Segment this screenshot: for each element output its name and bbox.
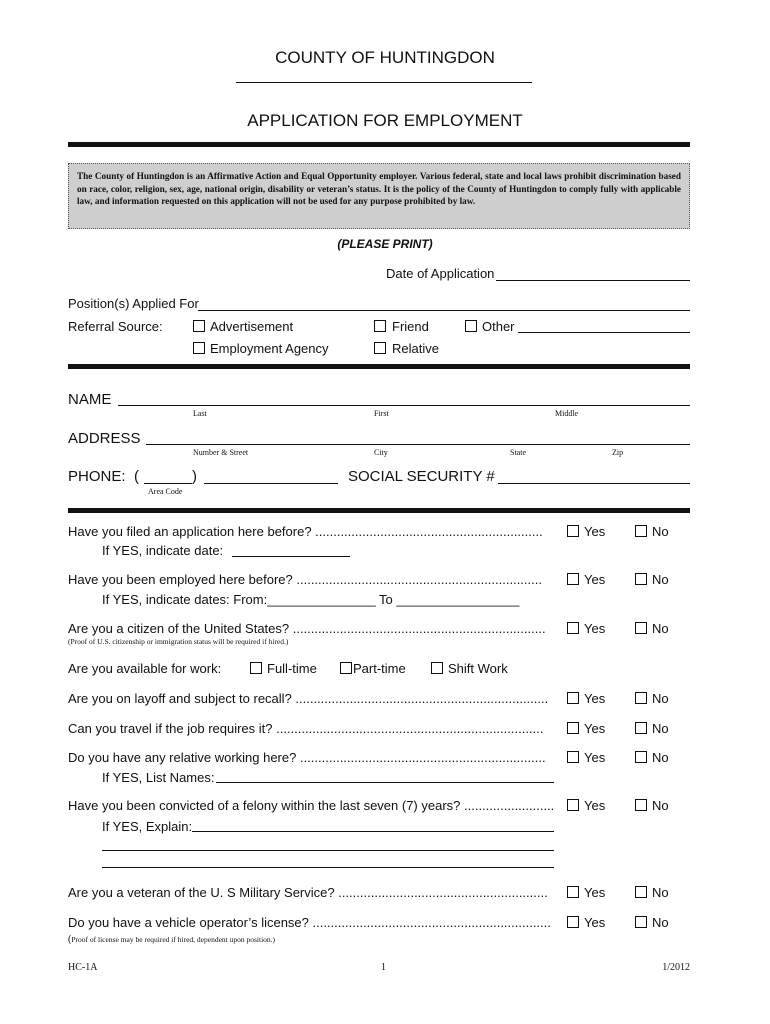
no-label: No xyxy=(652,621,669,636)
relative-label: Relative xyxy=(392,341,439,356)
yes-label: Yes xyxy=(584,691,606,706)
yes-label: Yes xyxy=(584,572,606,587)
full-time-checkbox[interactable] xyxy=(250,662,262,674)
date-of-application-label: Date of Application xyxy=(386,266,495,281)
name-last-caption: Last xyxy=(193,409,207,418)
q-citizen-yes-checkbox[interactable] xyxy=(567,622,579,634)
part-time-checkbox[interactable] xyxy=(340,662,352,674)
q-filed-before-no-checkbox[interactable] xyxy=(635,525,647,537)
q-veteran-no-checkbox[interactable] xyxy=(635,886,647,898)
q-license-yes-checkbox[interactable] xyxy=(567,916,579,928)
q-employed-before-no-checkbox[interactable] xyxy=(635,573,647,585)
section-rule xyxy=(68,364,690,369)
q-layoff-yes-checkbox[interactable] xyxy=(567,692,579,704)
yes-label: Yes xyxy=(584,885,606,900)
q-license-note xyxy=(68,934,275,945)
name-field[interactable] xyxy=(118,405,690,406)
header-rule xyxy=(68,142,690,147)
address-street-caption: Number & Street xyxy=(193,448,249,457)
no-label: No xyxy=(652,750,669,765)
q-citizen-no-checkbox[interactable] xyxy=(635,622,647,634)
no-label: No xyxy=(652,885,669,900)
q-license-note-text: Proof of license may be required if hired, dependent upon position.) xyxy=(71,935,276,944)
page-number: 1 xyxy=(381,962,386,973)
advertisement-label: Advertisement xyxy=(210,319,294,334)
yes-label: Yes xyxy=(584,798,606,813)
q-travel-no-checkbox[interactable] xyxy=(635,722,647,734)
name-label: NAME xyxy=(68,391,112,408)
q-filed-before-date-field[interactable] xyxy=(232,556,350,557)
friend-checkbox[interactable] xyxy=(374,320,386,332)
full-time-label: Full-time xyxy=(267,661,317,676)
q-relative: Do you have any relative working here? .................................................................... xyxy=(68,750,546,765)
q-relative-yes-checkbox[interactable] xyxy=(567,751,579,763)
q-employed-before-yes-checkbox[interactable] xyxy=(567,573,579,585)
questions-rule xyxy=(68,508,690,513)
q-veteran-yes-checkbox[interactable] xyxy=(567,886,579,898)
q-filed-before: Have you filed an application here before? ............................................................... xyxy=(68,524,543,539)
area-code-close: ) xyxy=(192,468,197,485)
q-citizen-note: (Proof of U.S. citizenship or immigration status will be required if hired.) xyxy=(68,637,289,646)
ssn-label: SOCIAL SECURITY # xyxy=(348,468,495,485)
q-relative-names-field[interactable] xyxy=(216,782,554,783)
name-middle-caption: Middle xyxy=(555,409,579,418)
friend-label: Friend xyxy=(392,319,429,334)
phone-label: PHONE: xyxy=(68,468,126,485)
yes-label: Yes xyxy=(584,750,606,765)
q-license: Do you have a vehicle operator’s license? .................................................................. xyxy=(68,915,551,930)
area-code-open: ( xyxy=(134,468,139,485)
q-filed-before-yes-checkbox[interactable] xyxy=(567,525,579,537)
yes-label: Yes xyxy=(584,621,606,636)
eeo-notice-box xyxy=(68,163,690,229)
q-license-note-paren: ( xyxy=(68,934,72,945)
q-veteran: Are you a veteran of the U. S Military Service? .......................................................... xyxy=(68,885,548,900)
county-title: COUNTY OF HUNTINGDON xyxy=(275,48,495,67)
address-city-caption: City xyxy=(374,448,388,457)
other-label: Other xyxy=(482,319,515,334)
shift-work-label: Shift Work xyxy=(448,661,508,676)
q-felony-explain-field[interactable] xyxy=(192,831,554,832)
area-code-field[interactable] xyxy=(144,483,192,484)
relative-checkbox[interactable] xyxy=(374,342,386,354)
yes-label: Yes xyxy=(584,524,606,539)
area-code-caption: Area Code xyxy=(148,487,183,496)
q-felony-explain-line-2[interactable] xyxy=(102,850,554,851)
q-felony-explain-line-3[interactable] xyxy=(102,867,554,868)
q-filed-before-date-label: If YES, indicate date: xyxy=(102,543,224,558)
other-checkbox[interactable] xyxy=(465,320,477,332)
yes-label: Yes xyxy=(584,915,606,930)
q-relative-no-checkbox[interactable] xyxy=(635,751,647,763)
date-of-application-field[interactable] xyxy=(496,280,690,281)
q-relative-names-label: If YES, List Names: xyxy=(102,770,215,785)
no-label: No xyxy=(652,524,669,539)
shift-work-checkbox[interactable] xyxy=(431,662,443,674)
no-label: No xyxy=(652,798,669,813)
phone-number-field[interactable] xyxy=(204,483,338,484)
no-label: No xyxy=(652,572,669,587)
page-title: APPLICATION FOR EMPLOYMENT xyxy=(247,111,523,130)
yes-label: Yes xyxy=(584,721,606,736)
q-availability: Are you available for work: xyxy=(68,661,222,676)
positions-applied-label: Position(s) Applied For xyxy=(68,296,199,311)
form-date: 1/2012 xyxy=(662,962,690,973)
title-divider xyxy=(236,82,532,83)
address-zip-caption: Zip xyxy=(612,448,624,457)
q-license-no-checkbox[interactable] xyxy=(635,916,647,928)
q-employed-before-dates[interactable]: If YES, indicate dates: From:_______________ To _________________ xyxy=(102,592,520,607)
no-label: No xyxy=(652,915,669,930)
q-layoff: Are you on layoff and subject to recall? ...................................................................... xyxy=(68,691,549,706)
no-label: No xyxy=(652,691,669,706)
q-felony-explain-label: If YES, Explain: xyxy=(102,819,193,834)
other-field[interactable] xyxy=(518,332,690,333)
positions-applied-field[interactable] xyxy=(198,310,690,311)
q-felony: Have you been convicted of a felony within the last seven (7) years? ......................... xyxy=(68,798,555,813)
no-label: No xyxy=(652,721,669,736)
q-travel: Can you travel if the job requires it? .......................................................................... xyxy=(68,721,544,736)
part-time-label: Part-time xyxy=(353,661,406,676)
referral-source-label: Referral Source: xyxy=(68,319,163,334)
employment-agency-label: Employment Agency xyxy=(210,341,329,356)
q-layoff-no-checkbox[interactable] xyxy=(635,692,647,704)
address-label: ADDRESS xyxy=(68,430,141,447)
q-felony-yes-checkbox[interactable] xyxy=(567,799,579,811)
advertisement-checkbox[interactable] xyxy=(193,320,205,332)
ssn-field[interactable] xyxy=(498,483,690,484)
q-felony-no-checkbox[interactable] xyxy=(635,799,647,811)
name-first-caption: First xyxy=(374,409,389,418)
form-id: HC-1A xyxy=(68,962,98,973)
employment-agency-checkbox[interactable] xyxy=(193,342,205,354)
q-travel-yes-checkbox[interactable] xyxy=(567,722,579,734)
q-employed-before: Have you been employed here before? .................................................................... xyxy=(68,572,542,587)
please-print: (PLEASE PRINT) xyxy=(337,237,433,251)
q-citizen: Are you a citizen of the United States? ...................................................................... xyxy=(68,621,546,636)
eeo-notice-text: The County of Huntingdon is an Affirmative Action and Equal Opportunity employer. Various federal, state and local laws prohibit discrimination based on race, color, religion, sex, age, national origin, disability or veteran’s status. It is the policy of the County of Huntingdon to comply fully with applicable law, and information requested on this application will not be used for any purpose prohibited by law. xyxy=(77,171,681,206)
address-field[interactable] xyxy=(146,444,690,445)
address-state-caption: State xyxy=(510,448,526,457)
